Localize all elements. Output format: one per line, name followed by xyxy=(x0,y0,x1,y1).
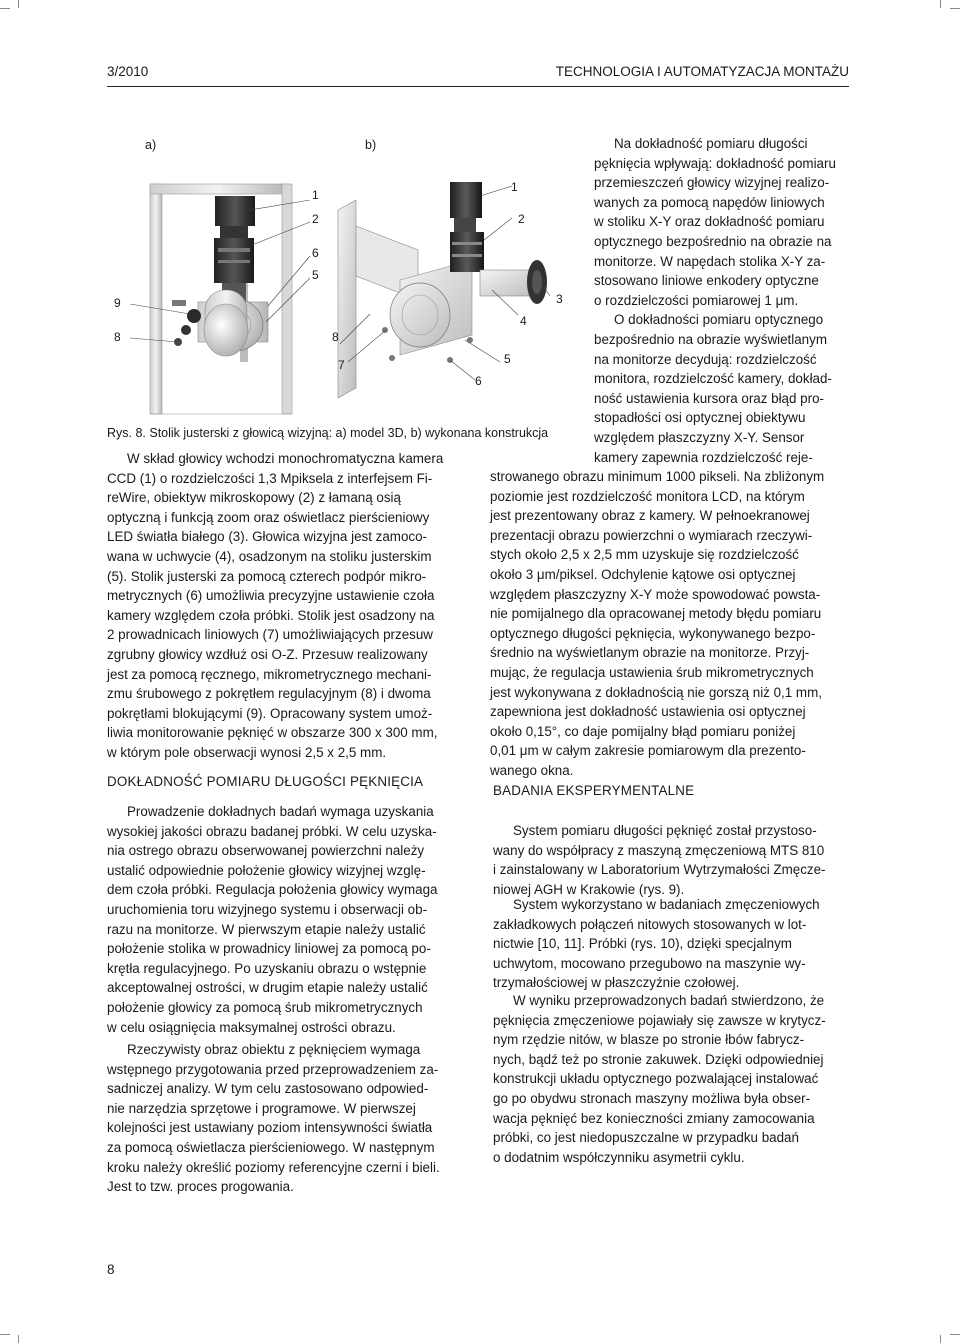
paragraph-line: około 0,15°, co daje pomijalny błąd pomiaru poniżej xyxy=(490,723,796,739)
paragraph-line: wanych za pomocą napędów liniowych xyxy=(594,194,825,210)
paragraph-line: względem płaszczyzny X-Y może spowodować powsta- xyxy=(490,586,821,602)
paragraph-line: przemieszczeń głowicy wizyjnej realizo- xyxy=(594,175,830,191)
paragraph-line: położenie stolika w prowadnicy liniowej za pomocą po- xyxy=(107,941,431,957)
paragraph-line: za pomocą oświetlacza pierścieniowego. W następnym xyxy=(107,1139,435,1155)
paragraph-line: nictwie [10, 11]. Próbki (rys. 10), dzięki specjalnym xyxy=(493,936,792,952)
issue-number: 3/2010 xyxy=(107,64,149,79)
left-column-paragraph-3 xyxy=(107,1040,465,1197)
paragraph-line: Rzeczywisty obraz obiektu z pęknięciem wymaga xyxy=(127,1042,421,1057)
callout-a-9: 9 xyxy=(114,296,121,310)
running-header xyxy=(107,64,849,87)
paragraph-line: jest wykonywana z dokładnością nie gorszą niż 0,1 mm, xyxy=(490,684,822,700)
paragraph-line: mując, że regulacja ustawienia śrub mikrometrycznych xyxy=(490,664,814,680)
crop-mark xyxy=(940,0,941,8)
crop-mark xyxy=(18,1335,19,1343)
section-heading-experiments: BADANIA EKSPERYMENTALNE xyxy=(493,783,695,798)
paragraph-line: trzymałościowej w płaszczyźnie czołowej. xyxy=(493,975,740,991)
figure-caption: Rys. 8. Stolik justerski z głowicą wizyjną: a) model 3D, b) wykonana konstrukcja xyxy=(107,426,549,440)
paragraph-line: optycznego bezpośrednio na obrazie na xyxy=(594,233,832,249)
paragraph-line: akceptowalnej ostrości, w drugim etapie należy ustalić xyxy=(107,980,428,996)
right-column-paragraph-1-wide xyxy=(490,467,851,781)
paragraph-line: w celu osiągnięcia maksymalnej ostrości obrazu. xyxy=(107,1019,396,1035)
paragraph-line: liwia monitorowanie pęknięć w obszarze 300 x 300 mm, xyxy=(107,725,438,741)
paragraph-line: w stoliku X-Y oraz dokładność pomiaru xyxy=(594,214,825,230)
callout-a-5: 5 xyxy=(312,268,319,282)
paragraph-line: optyczną i funkcją zoom oraz oświetlacz pierścieniowy xyxy=(107,509,430,525)
paragraph-line: zgrubny głowicy wzdłuż osi O-Z. Przesuw realizowany xyxy=(107,646,428,662)
paragraph-line: prezentacji obrazu powierzchni o wymiarach rzeczywi- xyxy=(490,527,813,543)
paragraph-line: System pomiaru długości pęknięć został przystoso- xyxy=(513,823,817,838)
paragraph-line: kroku należy określić poziomy referencyjne czerni i bieli. xyxy=(107,1159,440,1175)
callout-a-6: 6 xyxy=(312,246,319,260)
paragraph-line: metrycznych (6) umożliwia precyzyjne ustawienie czoła xyxy=(107,588,435,604)
paragraph-line: wysokiej jakości obrazu badanej próbki. W celu uzyska- xyxy=(107,823,437,839)
paragraph-line: nych, bądź też po stronie zakuwek. Dzięki odpowiedniej xyxy=(493,1051,824,1067)
paragraph-line: razu na monitorze. W pierwszym etapie należy ustalić xyxy=(107,921,426,937)
paragraph-line: monitora, rozdzielczość kamery, dokład- xyxy=(594,371,832,387)
paragraph-line: na monitorze decydują: rozdzielczość xyxy=(594,351,817,367)
crop-mark xyxy=(950,8,960,9)
paragraph-line: wana w uchwycie (4), osadzonym na stoliku justerskim xyxy=(107,548,432,564)
paragraph-line: sadniczej analizy. W tym celu zastosowano odpowied- xyxy=(107,1081,429,1097)
right-column-paragraph-1-narrow xyxy=(594,134,851,467)
paragraph-line: niowej AGH w Krakowie (rys. 9). xyxy=(493,881,685,897)
paragraph-line: położenie głowicy za pomocą śrub mikrometrycznych xyxy=(107,999,423,1015)
paragraph-line: Na dokładność pomiaru długości xyxy=(614,136,808,151)
paragraph-line: nie narzędzia sprzętowe i programowe. W pierwszej xyxy=(107,1100,416,1116)
figure-panel-b-construction xyxy=(100,130,580,430)
paragraph-line: bezpośrednio na obrazie wyświetlanym xyxy=(594,331,827,347)
paragraph-line: Jest to tzw. proces progowania. xyxy=(107,1179,294,1195)
section-heading-accuracy: DOKŁADNOŚĆ POMIARU DŁUGOŚCI PĘKNIĘCIA xyxy=(107,774,424,789)
paragraph-line: i zainstalowany w Laboratorium Wytrzymałości Zmęcze- xyxy=(493,862,826,878)
paragraph-line: stopadłości osi optycznej obiektywu xyxy=(594,410,806,426)
paragraph-line: kamery względem czoła próbki. Stolik jest osadzony na xyxy=(107,607,435,623)
paragraph-line: wanego okna. xyxy=(490,762,574,778)
paragraph-line: optycznego długości pęknięcia, wykonywanego bezpo- xyxy=(490,625,816,641)
paragraph-line: krętła regulacyjnego. Po uzyskaniu obrazu o wstępnie xyxy=(107,960,427,976)
left-column-paragraph-2 xyxy=(107,802,465,1037)
paragraph-line: ność ustawienia kursora oraz błąd pro- xyxy=(594,390,824,406)
paragraph-line: pęknięcia wpływają: dokładność pomiaru xyxy=(594,155,836,171)
paragraph-line: w którym pole obserwacji wynosi 2,5 x 2,5 mm. xyxy=(107,744,387,760)
paragraph-line: nym rzędzie nitów, w blasze po stronie łbów fabrycz- xyxy=(493,1032,805,1048)
paragraph-line: uchwytom, mocowano przegubowo na maszynie wy- xyxy=(493,955,806,971)
paragraph-line: W wyniku przeprowadzonych badań stwierdzono, że xyxy=(513,993,825,1008)
paragraph-line: pęknięcia zmęczeniowe pojawiały się zawsze w krytycz- xyxy=(493,1012,826,1028)
paragraph-line: ustalić odpowiednie położenie głowicy wizyjnej wzglę- xyxy=(107,862,426,878)
paragraph-line: zapewniona jest dokładność ustawienia osi optycznej xyxy=(490,704,806,720)
paragraph-line: Prowadzenie dokładnych badań wymaga uzyskania xyxy=(127,804,434,819)
paragraph-line: O dokładności pomiaru optycznego xyxy=(614,312,824,328)
paragraph-line: wany do współpracy z maszyną zmęczeniową MTS 810 xyxy=(493,842,825,858)
paragraph-line: monitorze. W napędach stolika X-Y za- xyxy=(594,253,826,269)
paragraph-line: uruchomienia toru wizyjnego systemu i obserwacji ob- xyxy=(107,901,428,917)
crop-mark xyxy=(950,1334,960,1335)
paragraph-line: około 3 μm/piksel. Odchylenie kątowe osi optycznej xyxy=(490,566,796,582)
left-column-paragraph-1 xyxy=(107,449,465,763)
crop-mark xyxy=(0,8,10,9)
callout-b-4: 4 xyxy=(520,314,527,328)
paragraph-line: pokrętłami blokującymi (9). Opracowany system umoż- xyxy=(107,705,433,721)
journal-title: TECHNOLOGIA I AUTOMATYZACJA MONTAŻU xyxy=(555,64,849,79)
callout-a-8: 8 xyxy=(114,330,121,344)
paragraph-line: (5). Stolik justerski za pomocą czterech podpór mikro- xyxy=(107,568,427,584)
paragraph-line: reWire, obiektyw mikroskopowy (2) z łamaną osią xyxy=(107,490,401,506)
paragraph-line: względem płaszczyzny X-Y. Sensor xyxy=(594,429,805,445)
callout-b-7: 7 xyxy=(338,358,345,372)
paragraph-line: W skład głowicy wchodzi monochromatyczna kamera xyxy=(127,451,444,466)
paragraph-line: LED światła białego (3). Głowica wizyjna jest zamoco- xyxy=(107,529,428,545)
paragraph-line: kolejności jest ustawiany poziom intensywności światła xyxy=(107,1120,433,1136)
paragraph-line: stosowano liniowe enkodery optyczne xyxy=(594,273,819,289)
paragraph-line: jest za pomocą ręcznego, mikrometrycznego mechani- xyxy=(107,666,432,682)
crop-mark xyxy=(18,0,19,8)
callout-b-1: 1 xyxy=(511,180,518,194)
paragraph-line: System wykorzystano w badaniach zmęczeniowych xyxy=(513,897,820,912)
callout-b-5: 5 xyxy=(504,352,511,366)
paragraph-line: 2 prowadnicach liniowych (7) umożliwiających przesuw xyxy=(107,627,433,643)
paragraph-line: wstępnego przygotowania przed przeprowadzeniem za- xyxy=(107,1061,439,1077)
page-number: 8 xyxy=(107,1262,115,1277)
paragraph-line: jest prezentowany obraz z kamery. W pełnoekranowej xyxy=(490,508,810,524)
right-column-paragraph-4 xyxy=(493,991,851,1167)
crop-mark xyxy=(0,1334,10,1335)
crop-mark xyxy=(940,1335,941,1343)
paragraph-line: 0,01 μm w całym zakresie pomiarowym dla prezento- xyxy=(490,743,806,759)
paragraph-line: próbki, co jest niedopuszczalne w przypadku badań xyxy=(493,1130,799,1146)
paragraph-line: kamery zapewnia rozdzielczość reje- xyxy=(594,449,813,465)
callout-a-1: 1 xyxy=(312,188,319,202)
paragraph-line: konstrukcji układu optycznego pozwalającej instalować xyxy=(493,1071,819,1087)
right-column-paragraph-2 xyxy=(493,821,851,899)
paragraph-line: średnio na wyświetlanym obrazie na monitorze. Przyj- xyxy=(490,645,810,661)
paragraph-line: o dodatnim współczynniku asymetrii cyklu. xyxy=(493,1149,745,1165)
paragraph-line: strowanego obrazu minimum 1000 pikseli. Na zbliżonym xyxy=(490,469,825,484)
callout-b-2: 2 xyxy=(518,212,525,226)
figure-label-b: b) xyxy=(365,138,377,152)
right-column-paragraph-3 xyxy=(493,895,851,993)
callout-b-6: 6 xyxy=(475,374,482,388)
paragraph-line: wacja pęknięć bez konieczności zmiany zamocowania xyxy=(493,1110,815,1126)
callout-b-3: 3 xyxy=(556,292,563,306)
paragraph-line: CCD (1) o rozdzielczości 1,3 Mpiksela z interfejsem Fi- xyxy=(107,470,433,486)
paragraph-line: zmu śrubowego z pokrętłem regulacyjnym (8) i dwoma xyxy=(107,686,431,702)
figure-label-a: a) xyxy=(145,138,157,152)
callout-a-2: 2 xyxy=(312,212,319,226)
paragraph-line: o rozdzielczości pomiarowej 1 μm. xyxy=(594,292,799,308)
paragraph-line: poziomie jest rozdzielczość monitora LCD, na którym xyxy=(490,488,805,504)
paragraph-line: go po obydwu stronach maszyny możliwa była obser- xyxy=(493,1090,811,1106)
paragraph-line: nie pomijalnego dla opracowanej metody błędu pomiaru xyxy=(490,606,822,622)
paragraph-line: dem czoła próbki. Regulacja położenia głowicy wymaga xyxy=(107,882,438,898)
paragraph-line: zakładkowych połączeń nitowych stosowanych w lot- xyxy=(493,916,807,932)
callout-b-8: 8 xyxy=(332,330,339,344)
figure-8 xyxy=(100,130,580,430)
paragraph-line: nia ostrego obrazu obserwowanej powierzchni należy xyxy=(107,843,425,859)
paragraph-line: stych około 2,5 x 2,5 mm uzyskuje się rozdzielczość xyxy=(490,547,799,563)
